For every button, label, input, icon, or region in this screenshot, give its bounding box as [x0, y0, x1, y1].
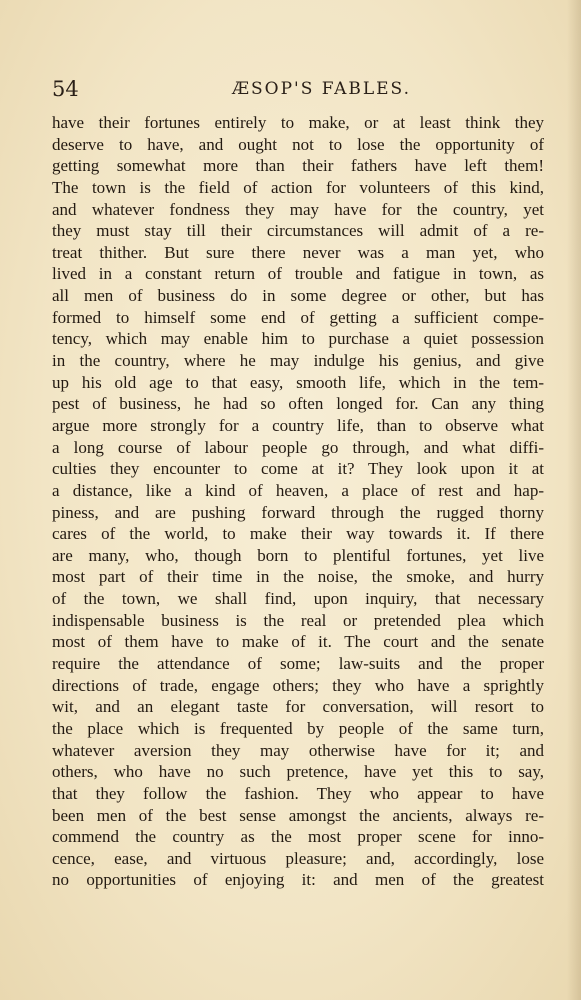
text-line: the place which is frequented by people of the same turn, — [52, 718, 544, 738]
text-line: treat thither. But sure there never was a man yet, who — [52, 242, 544, 262]
text-line: tency, which may enable him to purchase a quiet possession — [52, 329, 544, 349]
text-line: formed to himself some end of getting a sufficient compe- — [52, 307, 544, 327]
page-edge-shadow — [567, 0, 581, 1000]
text-line: wit, and an elegant taste for conversation, will resort to — [52, 697, 544, 717]
text-line: most of them have to make of it. The court and the senate — [52, 632, 544, 652]
text-line: cares of the world, to make their way towards it. If there — [52, 524, 544, 544]
text-line: commend the country as the most proper scene for inno- — [52, 827, 544, 847]
body-text — [52, 112, 544, 891]
text-line: a long course of labour people go through, and what diffi- — [52, 437, 544, 457]
text-line: been men of the best sense amongst the ancients, always re- — [52, 805, 544, 825]
text-line: The town is the field of action for volunteers of this kind, — [52, 177, 544, 197]
text-line: culties they encounter to come at it? They look upon it at — [52, 459, 544, 479]
text-line: argue more strongly for a country life, than to observe what — [52, 415, 544, 435]
text-line: that they follow the fashion. They who appear to have — [52, 783, 544, 803]
text-line: they must stay till their circumstances will admit of a re- — [52, 221, 544, 241]
text-line: deserve to have, and ought not to lose the opportunity of — [52, 134, 544, 154]
text-line: up his old age to that easy, smooth life, which in the tem- — [52, 372, 544, 392]
text-line: all men of business do in some degree or other, but has — [52, 286, 544, 306]
text-line: of the town, we shall find, upon inquiry, that necessary — [52, 589, 544, 609]
text-line: lived in a constant return of trouble and fatigue in town, as — [52, 264, 544, 284]
text-line: in the country, where he may indulge his genius, and give — [52, 351, 544, 371]
text-line: a distance, like a kind of heaven, a place of rest and hap- — [52, 480, 544, 500]
text-line: others, who have no such pretence, have yet this to say, — [52, 762, 544, 782]
text-line: whatever aversion they may otherwise have for it; and — [52, 740, 544, 760]
text-line: cence, ease, and virtuous pleasure; and, accordingly, lose — [52, 848, 544, 868]
text-line: most part of their time in the noise, the smoke, and hurry — [52, 567, 544, 587]
page-number: 54 — [52, 77, 79, 101]
text-line: piness, and are pushing forward through the rugged thorny — [52, 502, 544, 522]
text-line: indispensable business is the real or pretended plea which — [52, 610, 544, 630]
running-title: ÆSOP'S FABLES. — [232, 79, 411, 99]
text-line: pest of business, he had so often longed for. Can any thing — [52, 394, 544, 414]
text-line: are many, who, though born to plentiful fortunes, yet live — [52, 545, 544, 565]
text-line: and whatever fondness they may have for the country, yet — [52, 199, 544, 219]
page-header — [52, 74, 544, 104]
text-line: getting somewhat more than their fathers have left them! — [52, 156, 544, 176]
text-line: no opportunities of enjoying it: and men of the greatest — [52, 870, 544, 890]
text-line: have their fortunes entirely to make, or at least think they — [52, 113, 544, 132]
text-line: require the attendance of some; law-suits and the proper — [52, 654, 544, 674]
text-line: directions of trade, engage others; they who have a sprightly — [52, 675, 544, 695]
